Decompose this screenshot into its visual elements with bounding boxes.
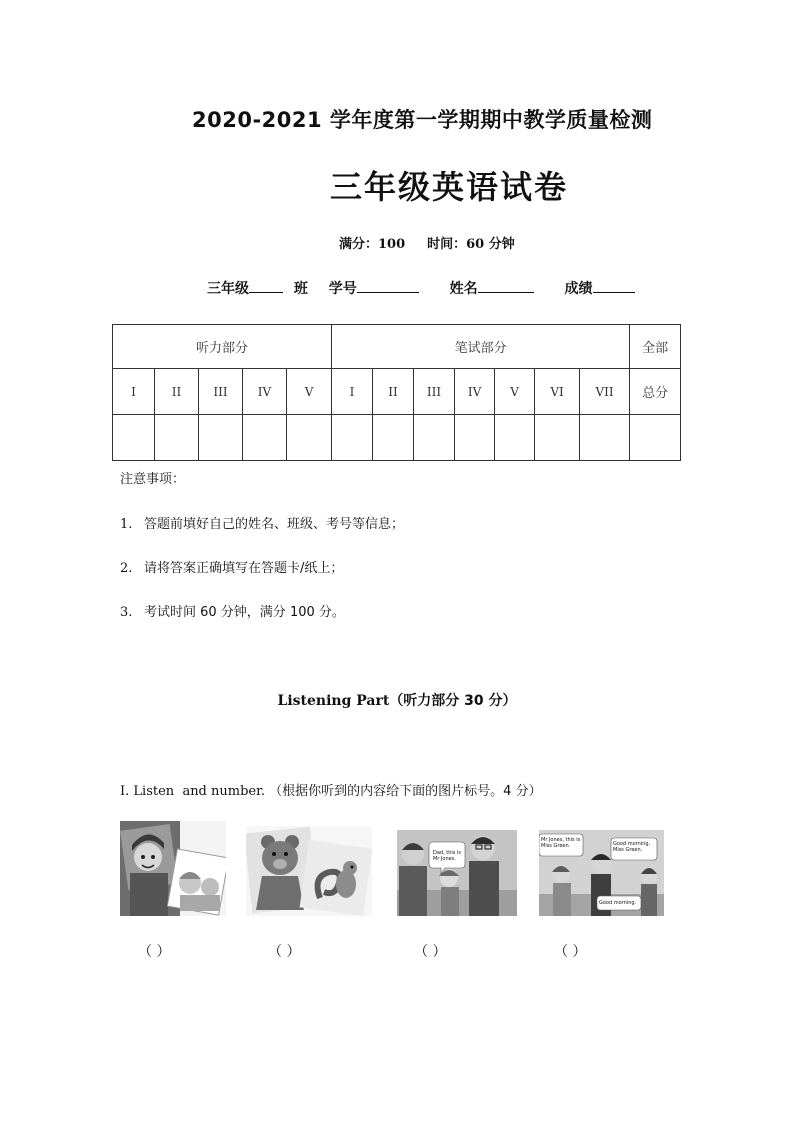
score-cell[interactable] <box>287 415 332 461</box>
exam-meta <box>339 233 515 252</box>
score-cell[interactable] <box>243 415 287 461</box>
speech-bubble: Good morning. <box>599 900 637 906</box>
written-col-5: V <box>495 369 535 415</box>
speech-bubble: Mr Jones, this is Miss Green. <box>541 837 581 849</box>
score-entry-row <box>113 415 681 461</box>
meet-mr-jones-picture <box>397 830 517 916</box>
class-label: 班 <box>293 281 308 297</box>
written-col-6: VI <box>535 369 580 415</box>
written-col-2: II <box>373 369 414 415</box>
score-cell[interactable] <box>414 415 455 461</box>
listening-col-1: I <box>113 369 155 415</box>
answer-bracket[interactable]: （ ） <box>268 944 301 960</box>
score-cell[interactable] <box>580 415 630 461</box>
speech-bubble: Dad, this is Mr Jones. <box>433 850 461 862</box>
meet-miss-green-picture <box>539 830 664 916</box>
score-cell[interactable] <box>113 415 155 461</box>
score-cell[interactable] <box>199 415 243 461</box>
note-item: 1. 答题前填好自己的姓名、班级、考号等信息； <box>120 517 405 532</box>
answer-bracket[interactable]: （ ） <box>414 944 447 960</box>
listening-col-3: III <box>199 369 243 415</box>
written-col-4: IV <box>455 369 495 415</box>
score-table <box>112 324 681 461</box>
score-label: 成绩 <box>564 281 593 297</box>
section-title: Listening Part（听力部分 30 分） <box>277 693 517 709</box>
exam-title: 2020-2021 学年度第一学期期中教学质量检测 <box>192 108 653 132</box>
full-score-text: 满分：100 <box>339 237 406 252</box>
table-header-row <box>113 325 681 369</box>
written-col-1: I <box>332 369 373 415</box>
grade-label: 三年级 <box>207 281 249 297</box>
total-header-top: 全部 <box>630 325 681 369</box>
children-photo-picture <box>120 821 226 916</box>
listening-col-5: V <box>287 369 332 415</box>
score-cell[interactable] <box>373 415 414 461</box>
score-cell[interactable] <box>155 415 199 461</box>
exam-subject-title: 三年级英语试卷 <box>330 168 569 206</box>
score-cell[interactable] <box>535 415 580 461</box>
written-col-7: VII <box>580 369 630 415</box>
bear-and-squirrel-icon <box>246 826 372 916</box>
table-subheader-row <box>113 369 681 415</box>
total-header-bottom: 总分 <box>630 369 681 415</box>
student-no-label: 学号 <box>328 281 357 297</box>
name-blank[interactable] <box>478 280 534 293</box>
answer-bracket[interactable]: （ ） <box>554 944 587 960</box>
written-col-3: III <box>414 369 455 415</box>
answer-bracket[interactable]: （ ） <box>138 944 171 960</box>
children-photo-icon <box>120 821 226 916</box>
score-cell[interactable] <box>332 415 373 461</box>
note-item: 3. 考试时间 60 分钟，满分 100 分。 <box>120 605 345 620</box>
student-no-blank[interactable] <box>357 280 419 293</box>
total-score-cell[interactable] <box>630 415 681 461</box>
speech-bubble: Good morning, Miss Green. <box>613 841 651 853</box>
score-cell[interactable] <box>495 415 535 461</box>
note-item: 2. 请将答案正确填写在答题卡/纸上； <box>120 561 344 576</box>
bear-and-squirrel-picture <box>246 826 372 916</box>
student-info-line <box>207 278 635 298</box>
listening-col-4: IV <box>243 369 287 415</box>
meet-mr-jones-icon <box>397 830 517 916</box>
name-label: 姓名 <box>449 281 478 297</box>
score-blank[interactable] <box>593 280 635 293</box>
class-blank[interactable] <box>249 280 283 293</box>
time-text: 时间：60 分钟 <box>427 237 515 252</box>
question-1-prompt: I. Listen and number. （根据你听到的内容给下面的图片标号。4 分） <box>120 784 542 799</box>
listening-section-header: 听力部分 <box>113 325 332 369</box>
notes-heading: 注意事项： <box>120 472 186 487</box>
score-cell[interactable] <box>455 415 495 461</box>
listening-col-2: II <box>155 369 199 415</box>
written-section-header: 笔试部分 <box>332 325 630 369</box>
